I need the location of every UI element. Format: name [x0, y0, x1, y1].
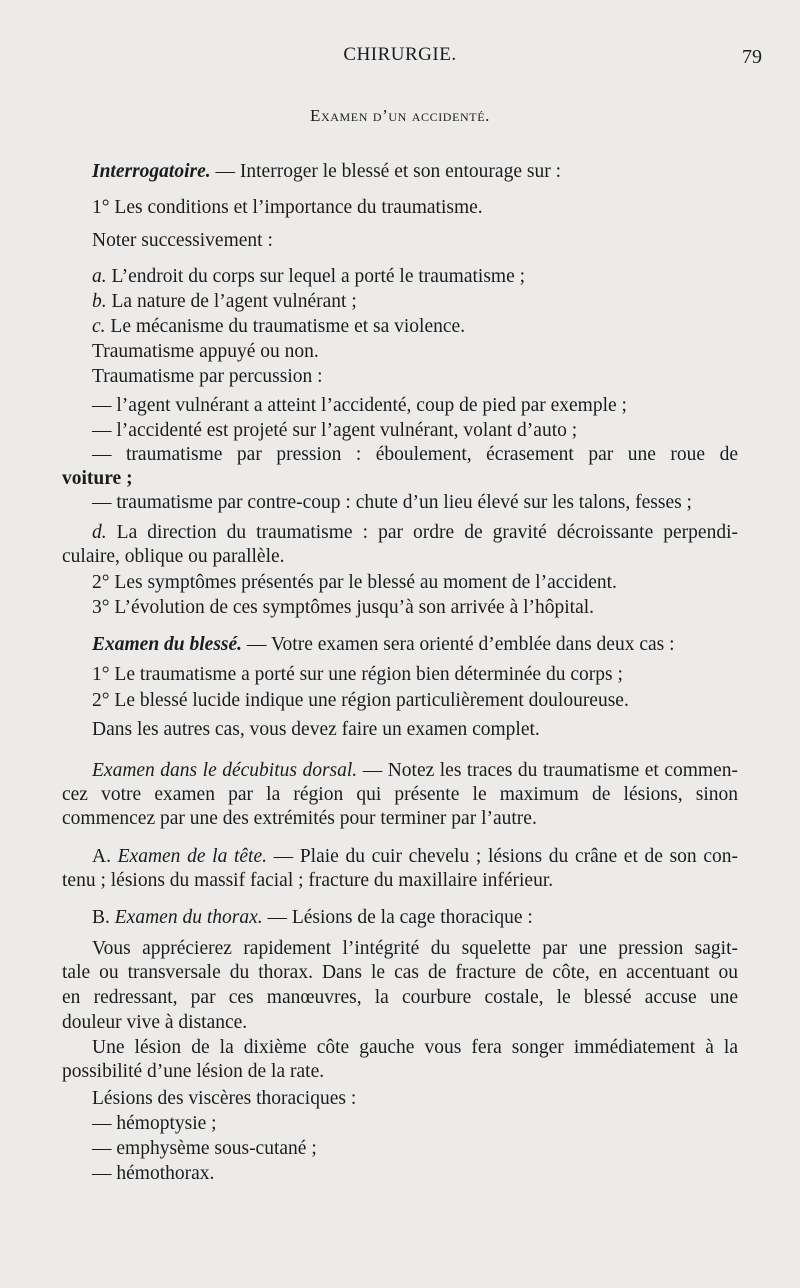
- text-line: — hémoptysie ;: [92, 1113, 217, 1134]
- list-label: b.: [92, 291, 107, 312]
- page-number: 79: [742, 46, 762, 68]
- text-line: Traumatisme par percussion :: [92, 366, 323, 387]
- text-line: tale ou transversale du thorax. Dans le cas de fracture de côte, en accentuant ou: [62, 962, 738, 983]
- text-span: — Interroger le blessé et son entourage sur :: [210, 161, 561, 182]
- paragraph-label: Examen de la tête.: [117, 846, 267, 867]
- text-line: douleur vive à distance.: [62, 1012, 248, 1033]
- section-letter: B.: [92, 907, 115, 928]
- text-line: [92, 759, 738, 783]
- text-span: — Lésions de la cage thoracique :: [262, 907, 533, 928]
- text-line: [92, 160, 561, 184]
- text-line: 2° Le blessé lucide indique une région particulièrement douloureuse.: [92, 690, 629, 711]
- text-line: Traumatisme appuyé ou non.: [92, 341, 319, 362]
- list-label: a.: [92, 266, 107, 287]
- text-line: [92, 906, 533, 930]
- text-line: — l’agent vulnérant a atteint l’accidenté, coup de pied par exemple ;: [92, 395, 627, 416]
- text-line: Dans les autres cas, vous devez faire un examen complet.: [92, 719, 540, 740]
- text-line: 2° Les symptômes présentés par le blessé au moment de l’accident.: [92, 572, 617, 593]
- text-line: culaire, oblique ou parallèle.: [62, 546, 285, 567]
- running-title: CHIRURGIE.: [343, 44, 457, 65]
- text-span: — Notez les traces du traumatisme et commen-: [357, 760, 738, 781]
- text-line: [92, 845, 738, 869]
- text-line: tenu ; lésions du massif facial ; fracture du maxillaire inférieur.: [62, 870, 554, 891]
- text-line: en redressant, par ces manœuvres, la courbure costale, le blessé accuse une: [62, 987, 738, 1008]
- text-line: possibilité d’une lésion de la rate.: [62, 1061, 325, 1082]
- text-line: [92, 315, 465, 339]
- text-line: 1° Le traumatisme a porté sur une région bien déterminée du corps ;: [92, 664, 623, 685]
- text-span: L’endroit du corps sur lequel a porté le traumatisme ;: [106, 266, 526, 287]
- paragraph-label: Examen dans le décubitus dorsal.: [92, 760, 358, 781]
- paragraph-label: Examen du thorax.: [114, 907, 263, 928]
- text-line: voiture ;: [62, 468, 133, 489]
- text-line: Vous apprécierez rapidement l’intégrité du squelette par une pression sagit-: [92, 938, 738, 959]
- text-line: cez votre examen par la région qui présente le maximum de lésions, sinon: [62, 784, 738, 805]
- text-span: La direction du traumatisme : par ordre de gravité décroissante perpendi-: [106, 522, 738, 543]
- text-line: — l’accidenté est projeté sur l’agent vulnérant, volant d’auto ;: [92, 420, 578, 441]
- text-line: commencez par une des extrémités pour terminer par l’autre.: [62, 808, 537, 829]
- section-letter: A.: [92, 846, 118, 867]
- paragraph-label: Examen du blessé.: [92, 634, 243, 655]
- text-span: Le mécanisme du traumatisme et sa violence.: [105, 316, 466, 337]
- text-line: [92, 521, 738, 545]
- text-line: — hémothorax.: [92, 1163, 215, 1184]
- text-line: Une lésion de la dixième côte gauche vous fera songer immédiatement à la: [92, 1037, 738, 1058]
- text-line: — emphysème sous-cutané ;: [92, 1138, 317, 1159]
- section-title: Examen d’un accidenté.: [310, 106, 490, 125]
- text-line: [92, 290, 357, 314]
- text-span: — Plaie du cuir chevelu ; lésions du crâne et de son con-: [267, 846, 738, 867]
- text-line: [92, 633, 675, 657]
- text-line: Noter successivement :: [92, 230, 273, 251]
- text-line: — traumatisme par contre-coup : chute d’un lieu élevé sur les talons, fesses ;: [92, 492, 692, 513]
- text-line: [92, 265, 525, 289]
- text-span: La nature de l’agent vulnérant ;: [106, 291, 357, 312]
- text-line: 3° L’évolution de ces symptômes jusqu’à son arrivée à l’hôpital.: [92, 597, 595, 618]
- list-label: d.: [92, 522, 107, 543]
- text-span: — Votre examen sera orienté d’emblée dans deux cas :: [242, 634, 675, 655]
- page-header: [0, 44, 800, 74]
- text-line: 1° Les conditions et l’importance du traumatisme.: [92, 197, 483, 218]
- text-line: — traumatisme par pression : éboulement, écrasement par une roue de: [92, 444, 738, 465]
- text-line: Lésions des viscères thoraciques :: [92, 1088, 357, 1109]
- paragraph-label: Interrogatoire.: [92, 161, 211, 182]
- list-label: c.: [92, 316, 106, 337]
